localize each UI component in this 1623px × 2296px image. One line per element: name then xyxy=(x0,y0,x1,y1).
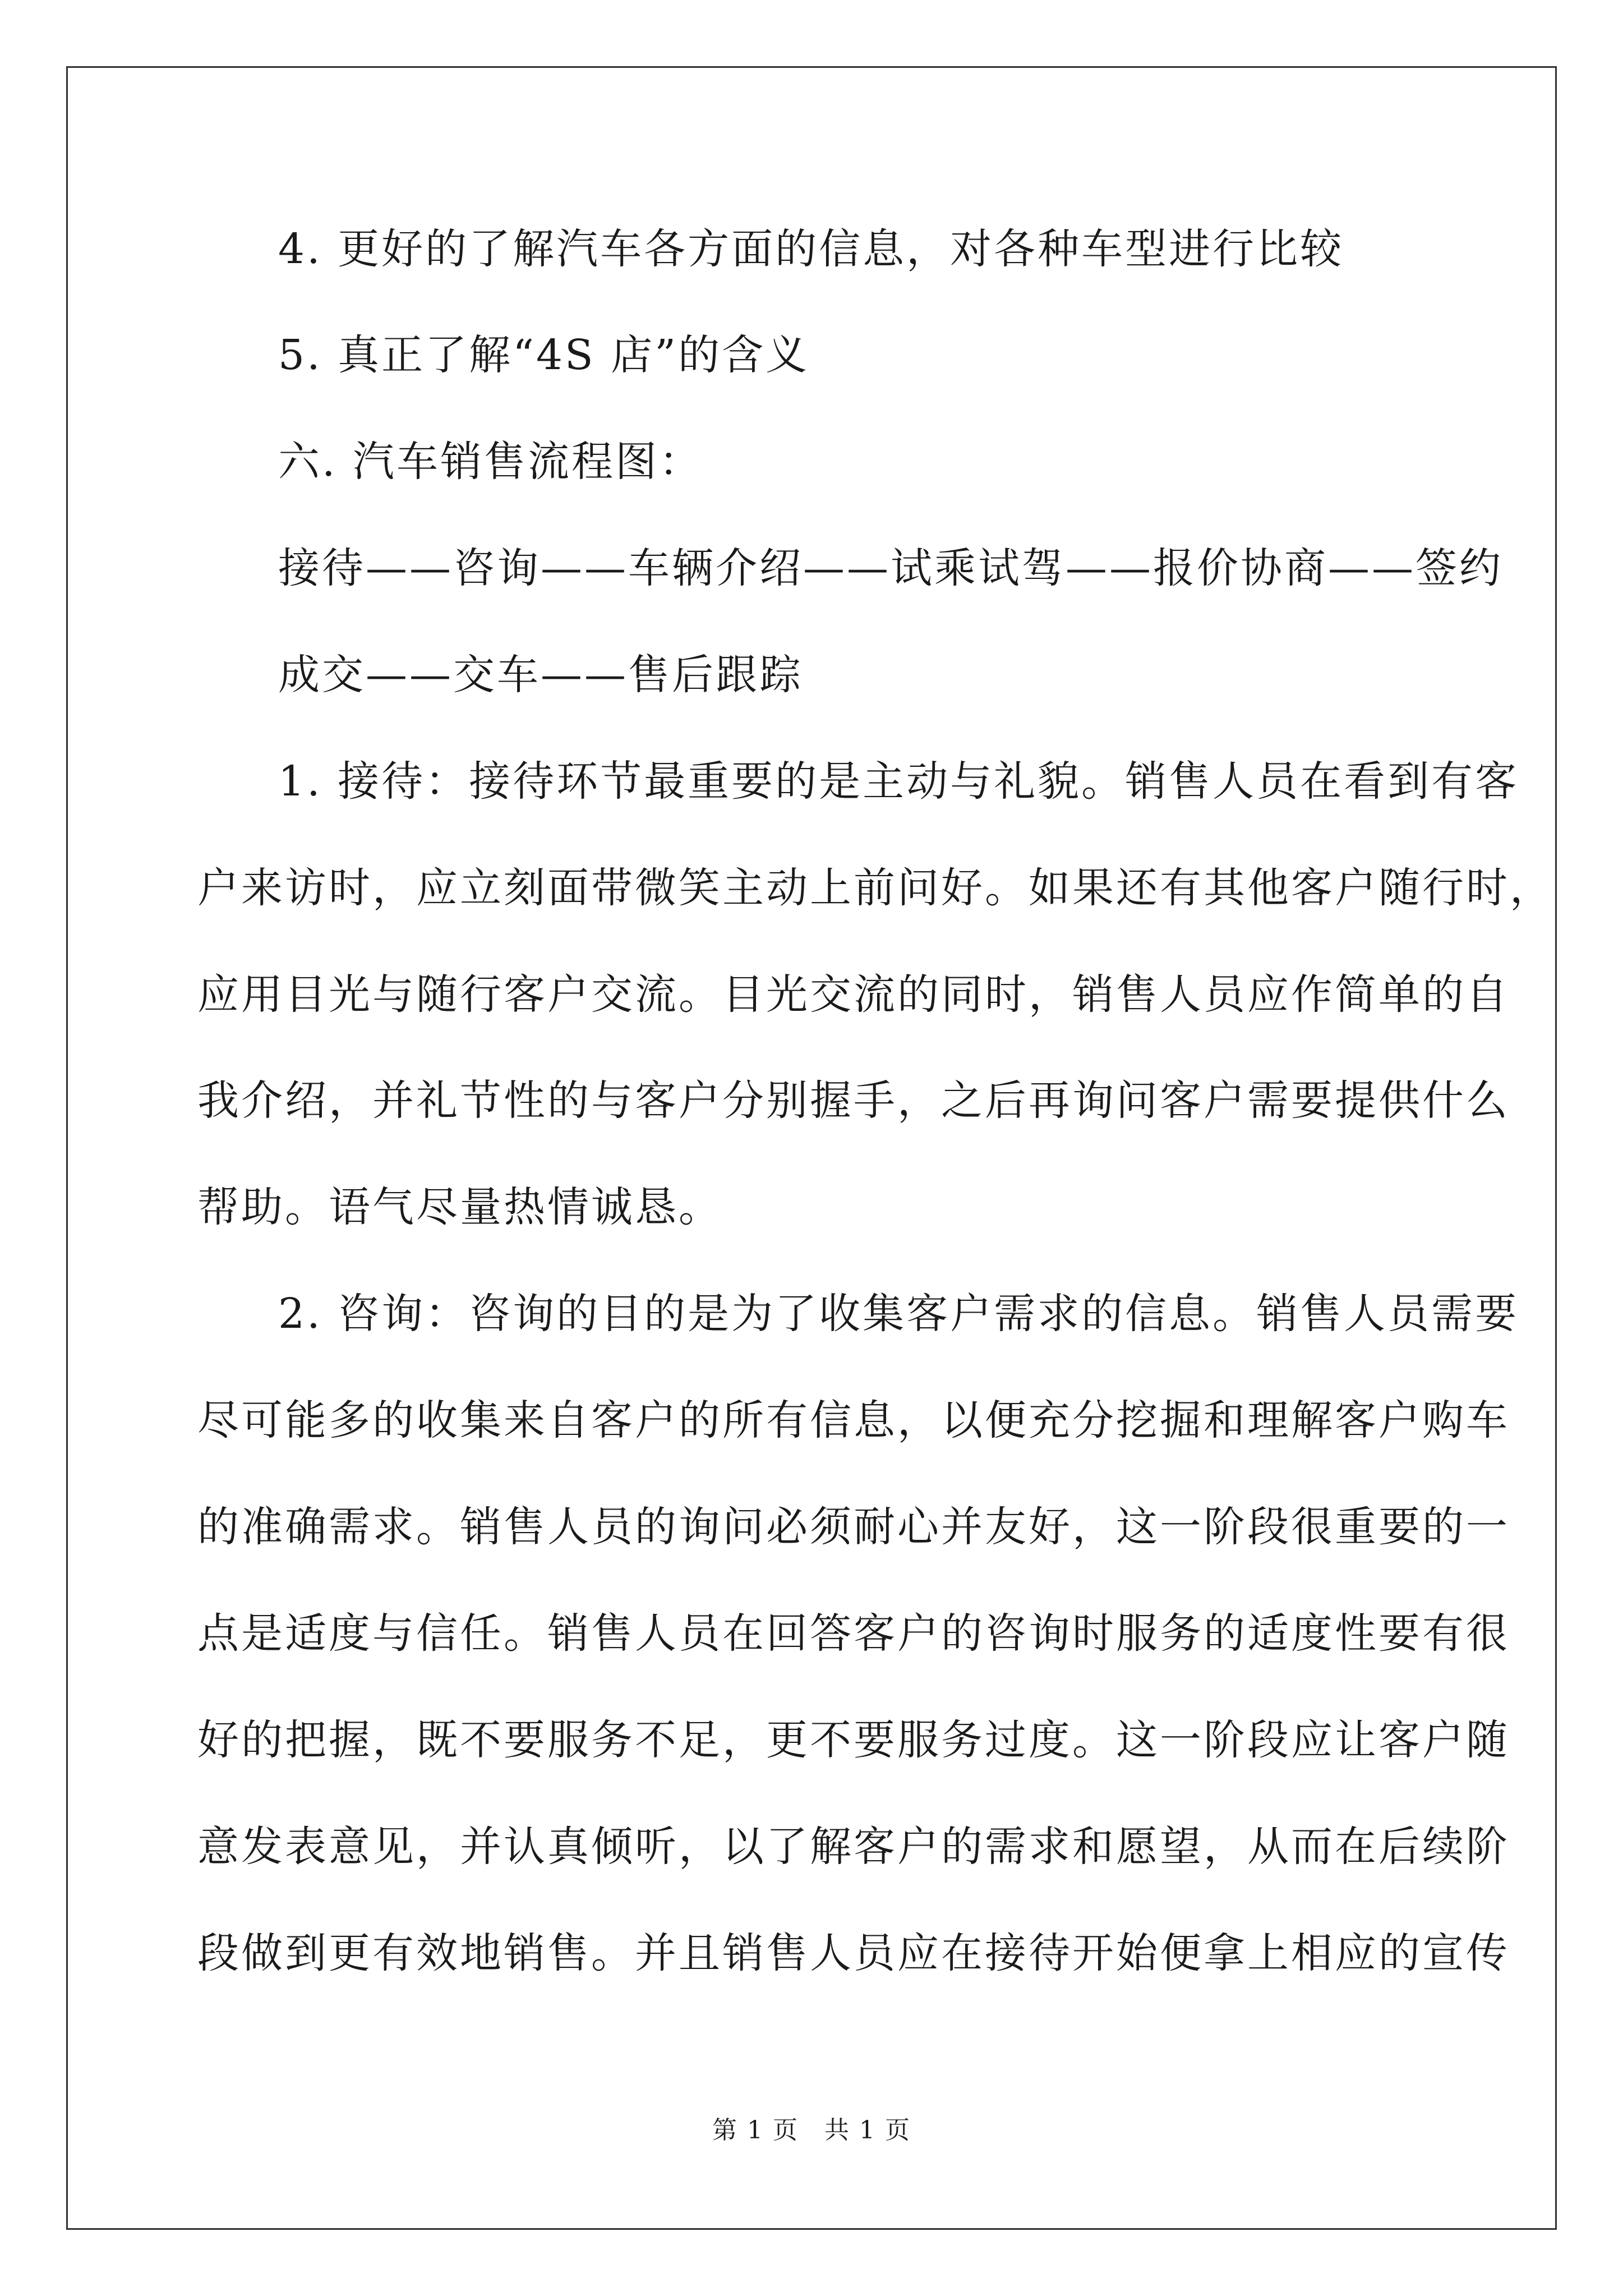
paragraph-reception-line: 帮助。语气尽量热情诚恳。 xyxy=(197,1183,722,1231)
paragraph-consulting-line: 意发表意见，并认真倾听，以了解客户的需求和愿望，从而在后续阶 xyxy=(197,1823,1510,1871)
paragraph-consulting-line: 好的把握，既不要服务不足，更不要服务过度。这一阶段应让客户随 xyxy=(197,1716,1510,1764)
paragraph-consulting-line: 段做到更有效地销售。并且销售人员应在接待开始便拿上相应的宣传 xyxy=(197,1929,1510,1977)
list-item-4: 4. 更好的了解汽车各方面的信息，对各种车型进行比较 xyxy=(278,225,1344,273)
page-footer: 第 1 页 共 1 页 xyxy=(712,2116,911,2145)
flow-line-1: 接待——咨询——车辆介绍——试乘试驾——报价协商——签约 xyxy=(278,544,1503,592)
section-heading-6: 六. 汽车销售流程图： xyxy=(278,438,703,486)
paragraph-reception-line: 我介绍，并礼节性的与客户分别握手，之后再询问客户需要提供什么 xyxy=(197,1076,1510,1125)
flow-line-2: 成交——交车——售后跟踪 xyxy=(278,651,803,699)
list-item-5: 5. 真正了解“4S 店”的含义 xyxy=(278,331,810,379)
paragraph-consulting-line: 2. 咨询：咨询的目的是为了收集客户需求的信息。销售人员需要 xyxy=(278,1290,1519,1338)
paragraph-consulting-line: 的准确需求。销售人员的询问必须耐心并友好，这一阶段很重要的一 xyxy=(197,1503,1510,1551)
paragraph-reception-line: 应用目光与随行客户交流。目光交流的同时，销售人员应作简单的自 xyxy=(197,970,1510,1019)
paragraph-reception-line: 1. 接待：接待环节最重要的是主动与礼貌。销售人员在看到有客 xyxy=(278,757,1519,806)
paragraph-consulting-line: 点是适度与信任。销售人员在回答客户的咨询时服务的适度性要有很 xyxy=(197,1609,1510,1658)
page-border xyxy=(66,66,1557,2230)
paragraph-reception-line: 户来访时，应立刻面带微笑主动上前问好。如果还有其他客户随行时， xyxy=(197,864,1553,912)
paragraph-consulting-line: 尽可能多的收集来自客户的所有信息，以便充分挖掘和理解客户购车 xyxy=(197,1396,1510,1444)
